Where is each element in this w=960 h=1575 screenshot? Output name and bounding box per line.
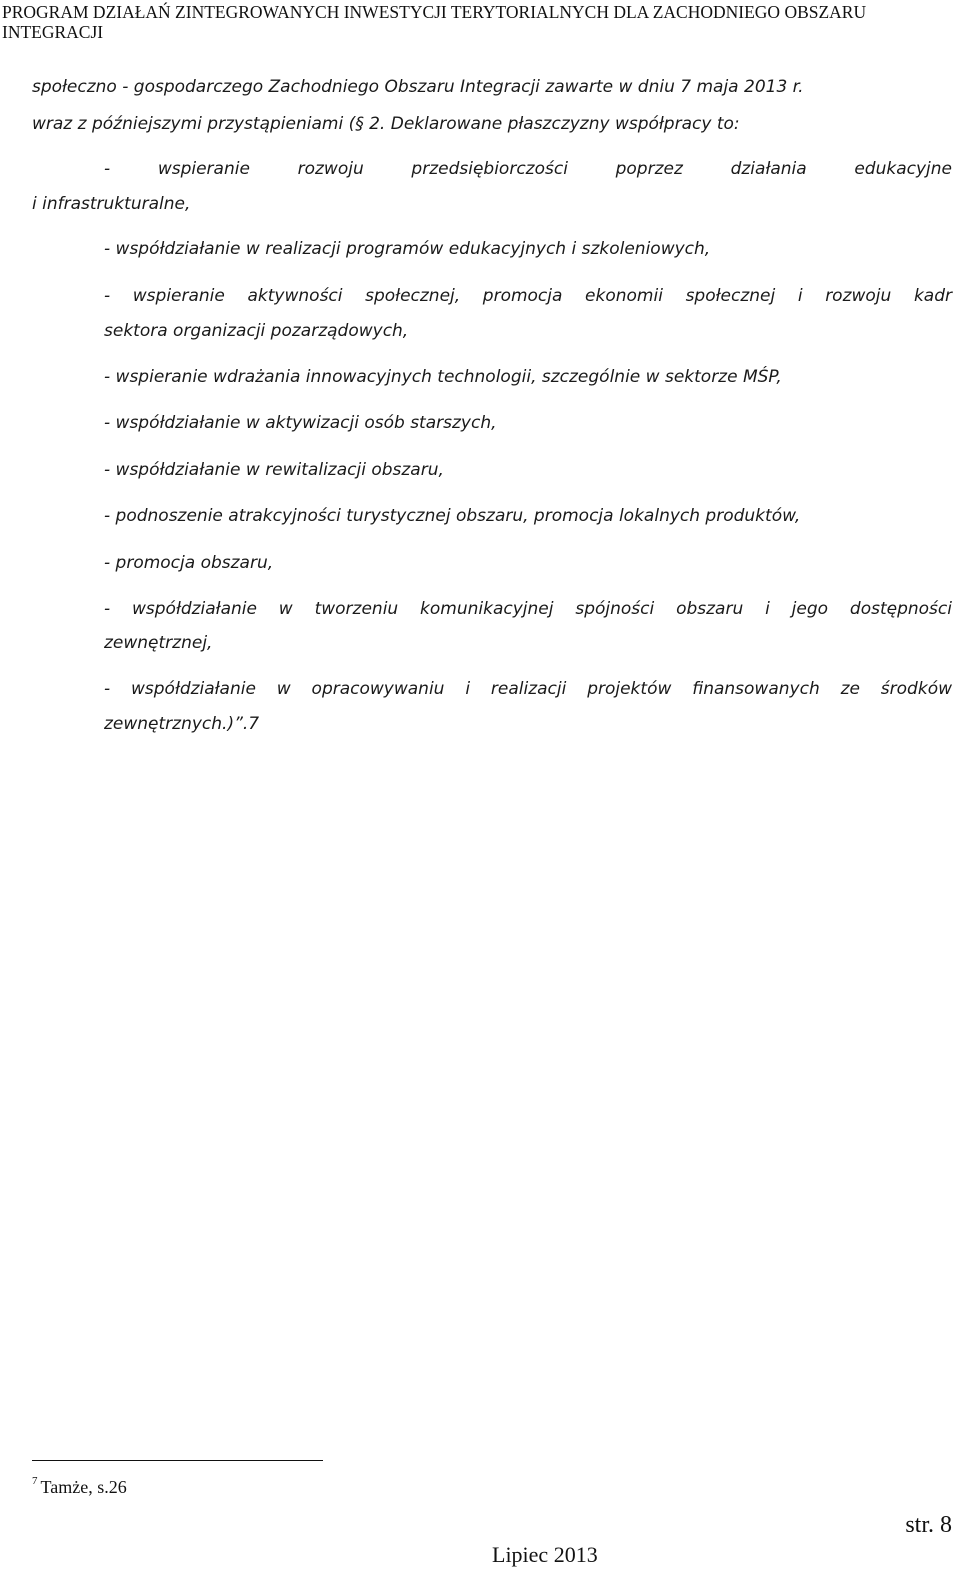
footnote-separator: [32, 1460, 323, 1461]
footnote: [32, 1470, 127, 1498]
list-item-social-activity-cont: sektora organizacji pozarządowych,: [104, 321, 409, 341]
page-number: str. 8: [905, 1512, 952, 1538]
document-header: [2, 2, 952, 42]
list-item-communication-cont: zewnętrznej,: [104, 633, 213, 653]
list-item-social-activity: - wspieranie aktywności społecznej, promocja ekonomii społecznej i rozwoju kadr: [104, 286, 952, 306]
list-item-communication: - współdziałanie w tworzeniu komunikacyjnej spójności obszaru i jego dostępności: [104, 599, 952, 619]
list-item-education-programs: - współdziałanie w realizacji programów edukacyjnych i szkoleniowych,: [104, 239, 711, 259]
intro-line-2: wraz z późniejszymi przystąpieniami (§ 2. Deklarowane płaszczyzny współpracy to:: [32, 114, 740, 134]
footnote-text: Tamże, s.26: [40, 1477, 127, 1497]
intro-line-1: społeczno - gospodarczego Zachodniego Obszaru Integracji zawarte w dniu 7 maja 2013 r.: [32, 77, 804, 97]
list-item-revitalization: - współdziałanie w rewitalizacji obszaru,: [104, 460, 444, 480]
list-item-tourism: - podnoszenie atrakcyjności turystycznej obszaru, promocja lokalnych produktów,: [104, 506, 801, 526]
list-item-external-funds: - współdziałanie w opracowywaniu i realizacji projektów finansowanych ze środków: [104, 679, 952, 699]
header-title-line-2: INTEGRACJI: [2, 22, 104, 42]
list-item-seniors: - współdziałanie w aktywizacji osób starszych,: [104, 413, 497, 433]
list-item-external-funds-cont: zewnętrznych.)”.7: [104, 714, 260, 734]
footer-date: Lipiec 2013: [492, 1542, 598, 1567]
header-title-line-1: PROGRAM DZIAŁAŃ ZINTEGROWANYCH INWESTYCJI TERYTORIALNYCH DLA ZACHODNIEGO OBSZARU: [2, 2, 867, 22]
footnote-number: 7: [32, 1475, 38, 1487]
list-item-innovation: - wspieranie wdrażania innowacyjnych technologii, szczególnie w sektorze MŚP,: [104, 367, 782, 387]
list-item-entrepreneurship-cont: i infrastrukturalne,: [32, 194, 191, 214]
list-item-entrepreneurship: - wspieranie rozwoju przedsiębiorczości poprzez działania edukacyjne: [104, 159, 952, 179]
list-item-promotion: - promocja obszaru,: [104, 553, 274, 573]
